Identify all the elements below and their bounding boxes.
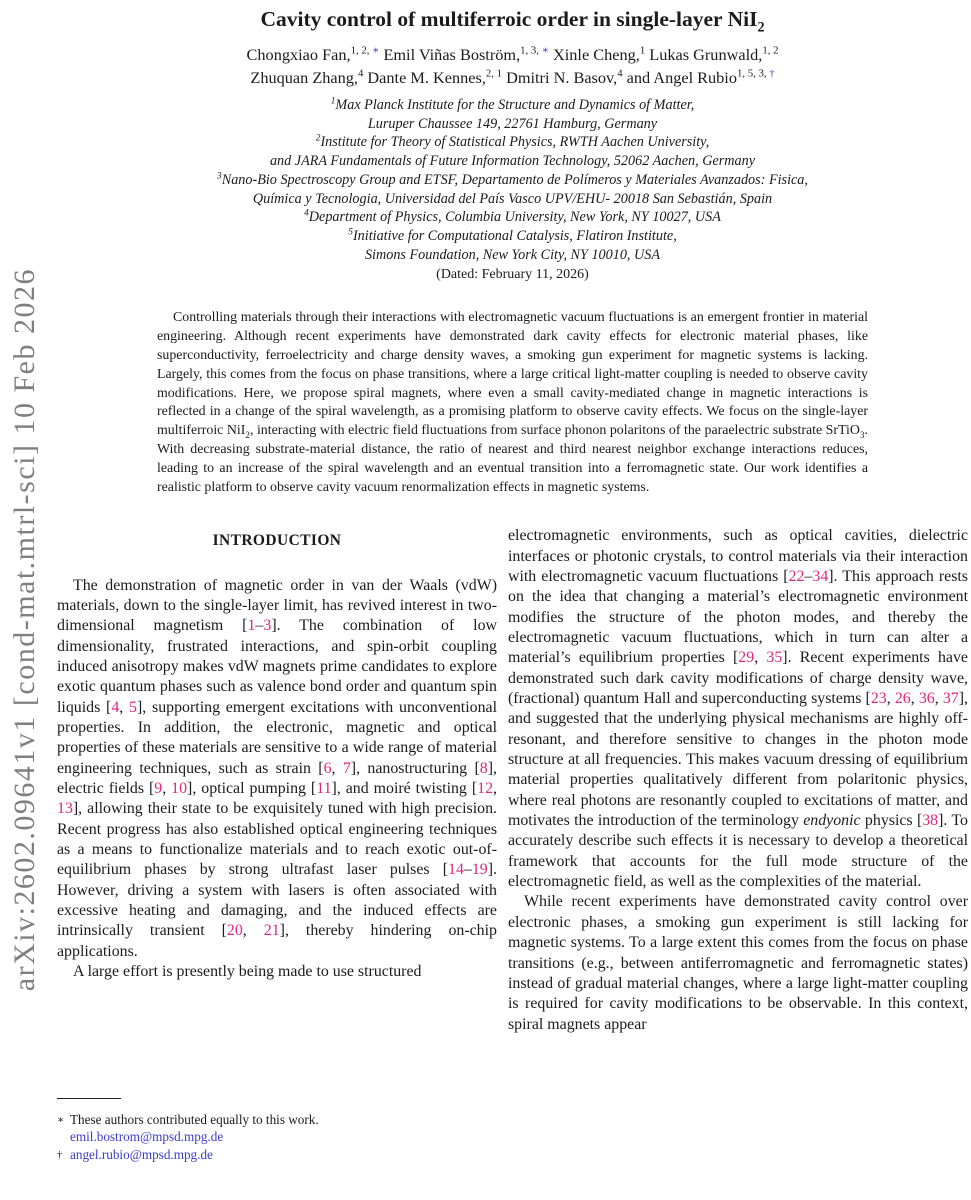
citation-link[interactable]: 6 (323, 759, 332, 777)
footnote-dagger-symbol: † (57, 1149, 63, 1161)
citation-link[interactable]: 35 (766, 649, 783, 667)
paragraph: A large effort is presently being made to use structured (73, 963, 422, 981)
footnote-star-text: These authors contributed equally to this work. (70, 1111, 319, 1127)
citation-link[interactable]: 13 (57, 800, 73, 818)
affiliation-line: Química y Tecnologia, Universidad del País Vasco UPV/EHU- 20018 San Sebastián, Spain (252, 190, 773, 207)
citation-link[interactable]: 20 (226, 922, 243, 940)
citation-link[interactable]: 9 (154, 780, 163, 798)
citation-link[interactable]: 26 (894, 690, 911, 708)
citation-link[interactable]: 38 (922, 812, 939, 830)
affiliation-line: Simons Foundation, New York City, NY 10010, USA (364, 246, 661, 263)
paragraph: While recent experiments have demonstrated cavity control over electronic phases, a smoking gun experiment is still lacking for magnetic systems. To a large extent this comes from the focus on phase transitions (e.g., between antiferromagnetic and ferromagnetic states) instead of gradual material changes, where a large light-matter coupling is required for cavity modifications to be observable. In this context, spiral magnets appear (508, 893, 968, 1033)
citation-link[interactable]: 1 (247, 617, 256, 635)
citation-link[interactable]: 19 (471, 861, 488, 879)
footnote-star-symbol: ∗ (57, 1114, 65, 1126)
citation-link[interactable]: 34 (812, 567, 829, 585)
abstract (157, 309, 868, 497)
citation-link[interactable]: 5 (129, 698, 137, 716)
citation-link[interactable]: 12 (477, 780, 494, 798)
footnote-corresponding-author (57, 1146, 497, 1164)
footnote-rule (57, 1098, 121, 1099)
left-column (57, 526, 497, 1163)
citation-link[interactable]: 23 (870, 690, 887, 708)
affiliation-line: $^5$Initiative for Computational Catalysis, Flatiron Institute, (348, 227, 677, 244)
affiliation-line: Luruper Chaussee 149, 22761 Hamburg, Germany (367, 115, 658, 132)
footnote-marker-link[interactable]: ∗ (372, 44, 380, 57)
paragraph: electromagnetic environments, such as optical cavities, dielectric interfaces or photonic crystals, to control materials via their interaction with electromagnetic vacuum fluctuations [22–34]. This approach rests on the idea that changing a material’s electromagnetic environment modifies the structure of the photon modes, and thereby the electromagnetic vacuum fluctuations, which in turn can alter a material’s equilibrium properties [29, 35]. Recent experiments have demonstrated such dark cavity modifications of charge density wave, (fractional) quantum Hall and superconducting systems [23, 26, 36, 37], and suggested that the underlying physical mechanisms are highly off-resonant, and therefore sensitive to changes in the photon mode structure at all frequencies. This makes vacuum dressing of equilibrium material properties qualitatively different from polaritonic physics, where real photons are resonantly coupled to excitations of matter, and motivates the introduction of the terminology endyonic physics [38]. To accurately describe such effects it is necessary to develop a theoretical framework that accounts for the full mode structure of the electromagnetic field, as well as the complexities of the material. (508, 527, 968, 891)
email-link[interactable]: angel.rubio@mpsd.mpg.de (70, 1146, 213, 1162)
author-line-2: Zhuquan Zhang,$^4$ Dante M. Kennes,$^{2, 1}$ Dmitri N. Basov,$^4$ and Angel Rubio$^{1, 5, 3, \dagger}$ (250, 67, 775, 87)
arxiv-sidebar-banner (2, 180, 48, 1080)
citation-link[interactable]: 10 (171, 780, 188, 798)
citation-link[interactable]: 4 (111, 698, 120, 716)
citation-link[interactable]: 3 (263, 617, 272, 635)
paper-title: Cavity control of multiferroic order in single-layer NiI$_2$ (260, 7, 765, 36)
citation-link[interactable]: 14 (448, 861, 464, 879)
footnote-marker-link[interactable]: ∗ (541, 44, 549, 57)
affiliation-line: $^1$Max Planck Institute for the Structure and Dynamics of Matter, (330, 96, 695, 113)
abstract-text: Controlling materials through their interactions with electromagnetic vacuum fluctuations is an emergent frontier in material engineering. Although recent experiments have demonstrated dark cavity effects for electronic material phases, like superconductivity, ferroelectricity and charge density waves, a smoking gun experiment for magnetic systems is lacking. Largely, this comes from the focus on phase transitions, where a large critical light-matter coupling is needed to observe cavity modifications. Here, we propose spiral magnets, where even a small cavity-mediated change in magnetic interactions is reflected in a change of the spiral wavelength, as a promising platform to observe cavity effects. We focus on the single-layer multiferroic NiI$_2$, interacting with electric field fluctuations from surface phonon polaritons of the paraelectric substrate SrTiO$_3$. With decreasing substrate-material distance, the ratio of nearest and third nearest neighbor exchange interactions reduces, leading to an increase of the spiral wavelength and an eventual transition into a ferromagnetic state. Our work identifies a realistic platform to observe cavity vacuum renormalization effects in magnetic systems. (157, 310, 868, 495)
citation-link[interactable]: 7 (342, 759, 351, 777)
affiliation-line: $^3$Nano-Bio Spectroscopy Group and ETSF, Departamento de Polímeros y Materiales Avanzados: Fisica, (217, 171, 808, 188)
footnote-block (57, 1098, 497, 1164)
affiliation-line: and JARA Fundamentals of Future Information Technology, 52062 Aachen, Germany (269, 153, 756, 170)
affiliation-line: $^2$Institute for Theory of Statistical Physics, RWTH Aachen University, (315, 133, 710, 151)
email-link[interactable]: emil.bostrom@mpsd.mpg.de (70, 1129, 224, 1145)
affiliation-block (57, 96, 968, 264)
citation-link[interactable]: 37 (942, 690, 959, 708)
citation-link[interactable]: 21 (263, 922, 280, 940)
right-column (508, 526, 968, 1163)
paper-content (57, 0, 968, 1163)
citation-link[interactable]: 36 (918, 690, 935, 708)
arxiv-identifier: arXiv:2602.09641v1 [cond-mat.mtrl-sci] 10 Feb 2026 (8, 268, 41, 992)
footnote-equal-contribution (57, 1111, 497, 1146)
footnote-marker-link[interactable]: † (769, 67, 775, 80)
citation-link[interactable]: 22 (788, 567, 805, 585)
two-column-body (57, 526, 968, 1163)
author-line-1: Chongxiao Fan,$^{1, 2, ∗}$ Emil Viñas Boström,$^{1, 3, ∗}$ Xinle Cheng,$^1$ Lukas Grunwald,$^{1, 2}$ (246, 44, 779, 64)
citation-link[interactable]: 29 (738, 649, 755, 667)
affiliation-line: $^4$Department of Physics, Columbia University, New York, NY 10027, USA (304, 208, 721, 226)
paragraph: The demonstration of magnetic order in van der Waals (vdW) materials, down to the single-layer limit, has revived interest in two-dimensional magnetism [1–3]. The combination of low dimensionality, frustrated interactions, and spin-orbit coupling induced anisotropy makes vdW magnets prime candidates to explore exotic quantum phases such as valence bond order and quantum spin liquids [4, 5], supporting emergent excitations with unconventional properties. In addition, the electronic, magnetic and optical properties of these materials are sensitive to a wide range of material engineering techniques, such as strain [6, 7], nanostructuring [8], electric fields [9, 10], optical pumping [11], and moiré twisting [12, 13], allowing their state to be exquisitely tuned with high precision. Recent progress has also established optical engineering techniques as a means to functionalize materials and to reach exotic out-of-equilibrium phases by strong ultrafast laser pulses [14–19]. However, driving a system with lasers is often associated with excessive heating and damaging, and the induced effects are intrinsically transient [20, 21], thereby hindering on-chip applications. (57, 576, 498, 960)
author-block (57, 43, 968, 89)
citation-link[interactable]: 11 (316, 780, 332, 798)
dated-line: (Dated: February 11, 2026) (436, 267, 589, 283)
citation-link[interactable]: 8 (479, 759, 488, 777)
section-heading-introduction: INTRODUCTION (212, 532, 342, 550)
